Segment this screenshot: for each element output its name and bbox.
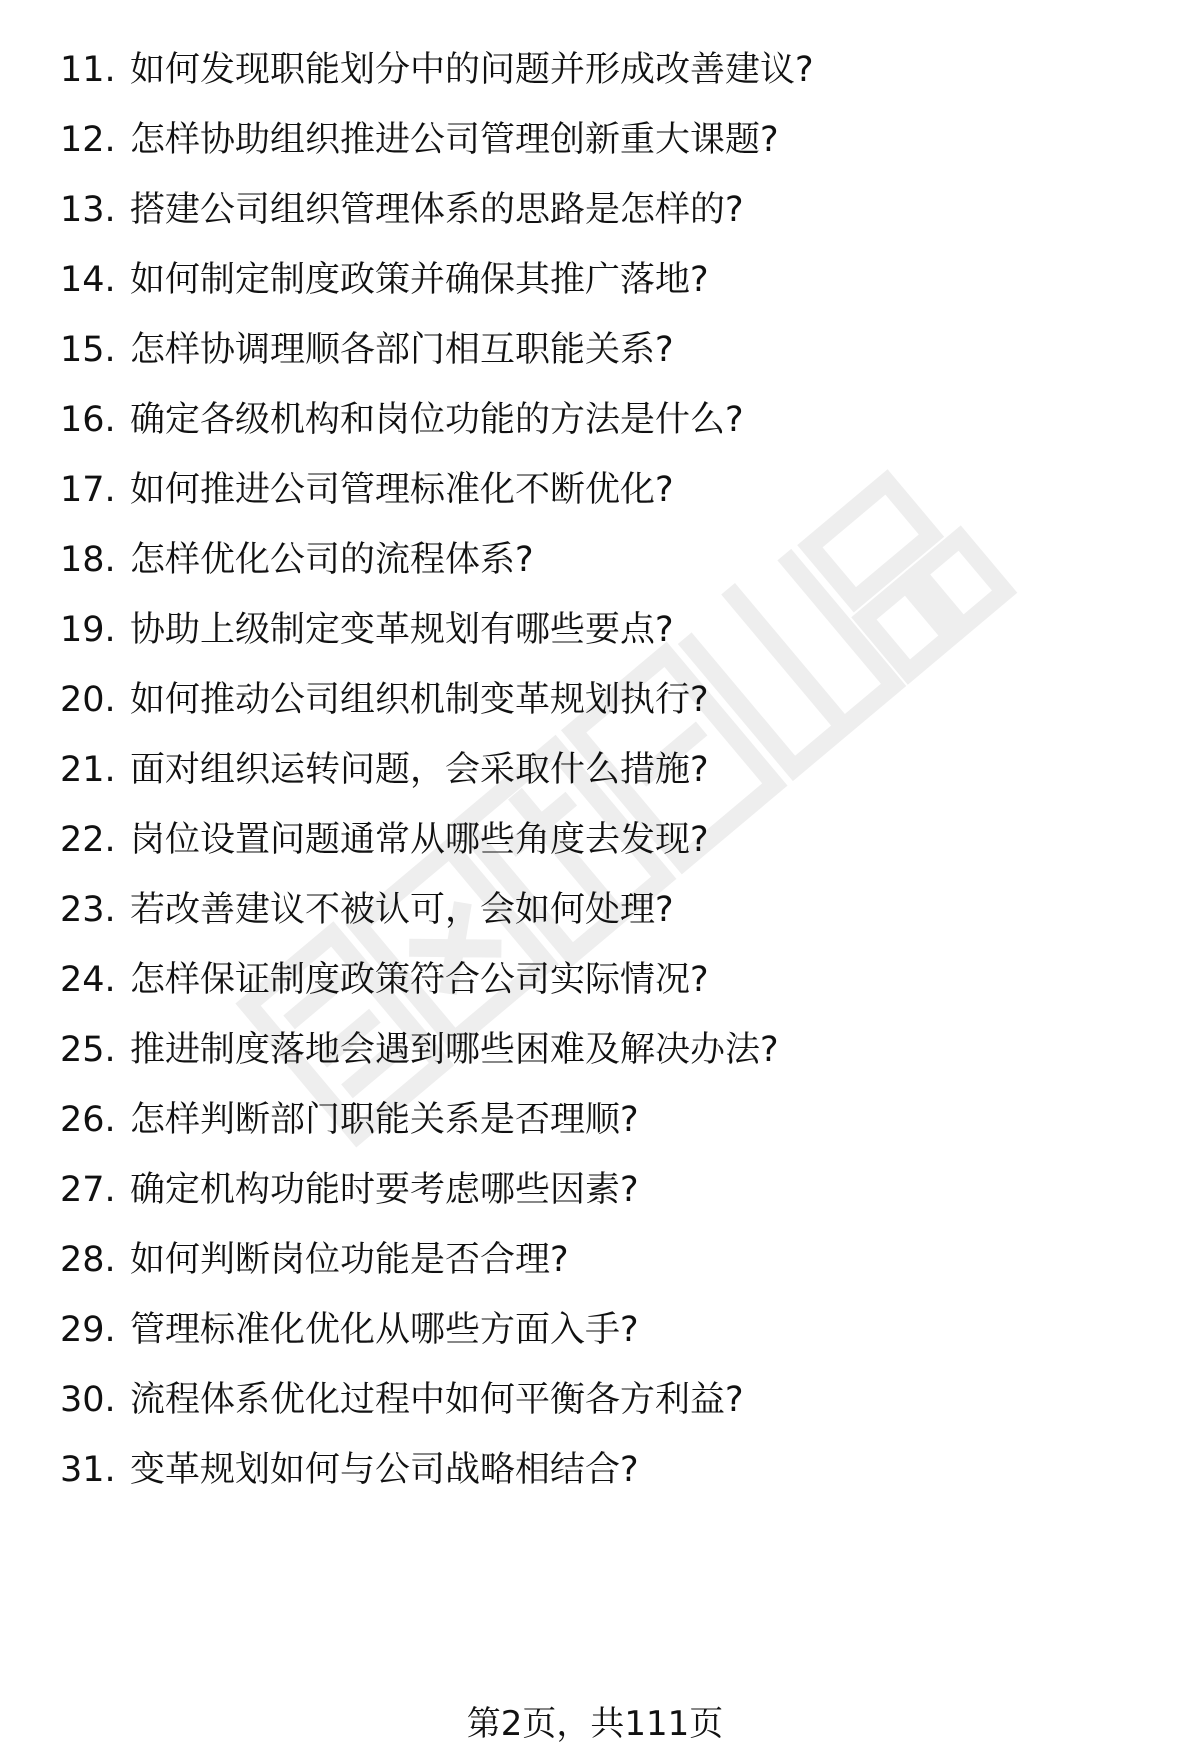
list-item — [60, 395, 744, 445]
question-number: 17. — [60, 470, 116, 510]
question-number: 28. — [60, 1240, 116, 1280]
question-text: 变革规划如何与公司战略相结合? — [130, 1450, 639, 1490]
question-number: 15. — [60, 330, 116, 370]
list-item — [60, 815, 709, 865]
question-number: 12. — [60, 120, 116, 160]
list-item — [60, 115, 779, 165]
question-text: 怎样优化公司的流程体系? — [130, 540, 534, 580]
question-text: 怎样协助组织推进公司管理创新重大课题? — [130, 120, 779, 160]
list-item — [60, 885, 674, 935]
list-item — [60, 255, 709, 305]
list-item — [60, 1305, 639, 1355]
question-number: 24. — [60, 960, 116, 1000]
list-item — [60, 325, 674, 375]
question-text: 如何发现职能划分中的问题并形成改善建议? — [130, 50, 814, 90]
question-number: 19. — [60, 610, 116, 650]
list-item — [60, 605, 674, 655]
question-number: 29. — [60, 1310, 116, 1350]
question-text: 管理标准化优化从哪些方面入手? — [130, 1310, 639, 1350]
list-item — [60, 745, 709, 795]
question-text: 如何判断岗位功能是否合理? — [130, 1240, 569, 1280]
question-text: 确定机构功能时要考虑哪些因素? — [130, 1170, 639, 1210]
question-text: 搭建公司组织管理体系的思路是怎样的? — [130, 190, 744, 230]
question-text: 推进制度落地会遇到哪些困难及解决办法? — [130, 1030, 779, 1070]
list-item — [60, 1165, 639, 1215]
list-item — [60, 185, 744, 235]
list-item — [60, 1445, 639, 1495]
list-item — [60, 465, 674, 515]
question-text: 如何制定制度政策并确保其推广落地? — [130, 260, 709, 300]
question-text: 若改善建议不被认可，会如何处理? — [130, 890, 674, 930]
question-number: 22. — [60, 820, 116, 860]
question-number: 11. — [60, 50, 116, 90]
question-number: 14. — [60, 260, 116, 300]
question-number: 21. — [60, 750, 116, 790]
question-number: 31. — [60, 1450, 116, 1490]
list-item — [60, 1375, 744, 1425]
question-number: 25. — [60, 1030, 116, 1070]
list-item — [60, 955, 709, 1005]
list-item — [60, 535, 534, 585]
question-text: 怎样协调理顺各部门相互职能关系? — [130, 330, 674, 370]
question-text: 面对组织运转问题，会采取什么措施? — [130, 750, 709, 790]
question-number: 20. — [60, 680, 116, 720]
question-text: 怎样判断部门职能关系是否理顺? — [130, 1100, 639, 1140]
question-text: 确定各级机构和岗位功能的方法是什么? — [130, 400, 744, 440]
question-text: 流程体系优化过程中如何平衡各方利益? — [130, 1380, 744, 1420]
question-number: 26. — [60, 1100, 116, 1140]
list-item — [60, 1095, 639, 1145]
question-text: 岗位设置问题通常从哪些角度去发现? — [130, 820, 709, 860]
question-number: 27. — [60, 1170, 116, 1210]
question-text: 如何推动公司组织机制变革规划执行? — [130, 680, 709, 720]
question-number: 30. — [60, 1380, 116, 1420]
page-footer: 第2页，共111页 — [466, 1704, 724, 1744]
list-item — [60, 1235, 569, 1285]
list-item — [60, 45, 814, 95]
list-item — [60, 675, 709, 725]
question-text: 协助上级制定变革规划有哪些要点? — [130, 610, 674, 650]
question-text: 如何推进公司管理标准化不断优化? — [130, 470, 674, 510]
question-text: 怎样保证制度政策符合公司实际情况? — [130, 960, 709, 1000]
question-number: 23. — [60, 890, 116, 930]
question-number: 13. — [60, 190, 116, 230]
question-number: 16. — [60, 400, 116, 440]
list-item — [60, 1025, 779, 1075]
question-number: 18. — [60, 540, 116, 580]
